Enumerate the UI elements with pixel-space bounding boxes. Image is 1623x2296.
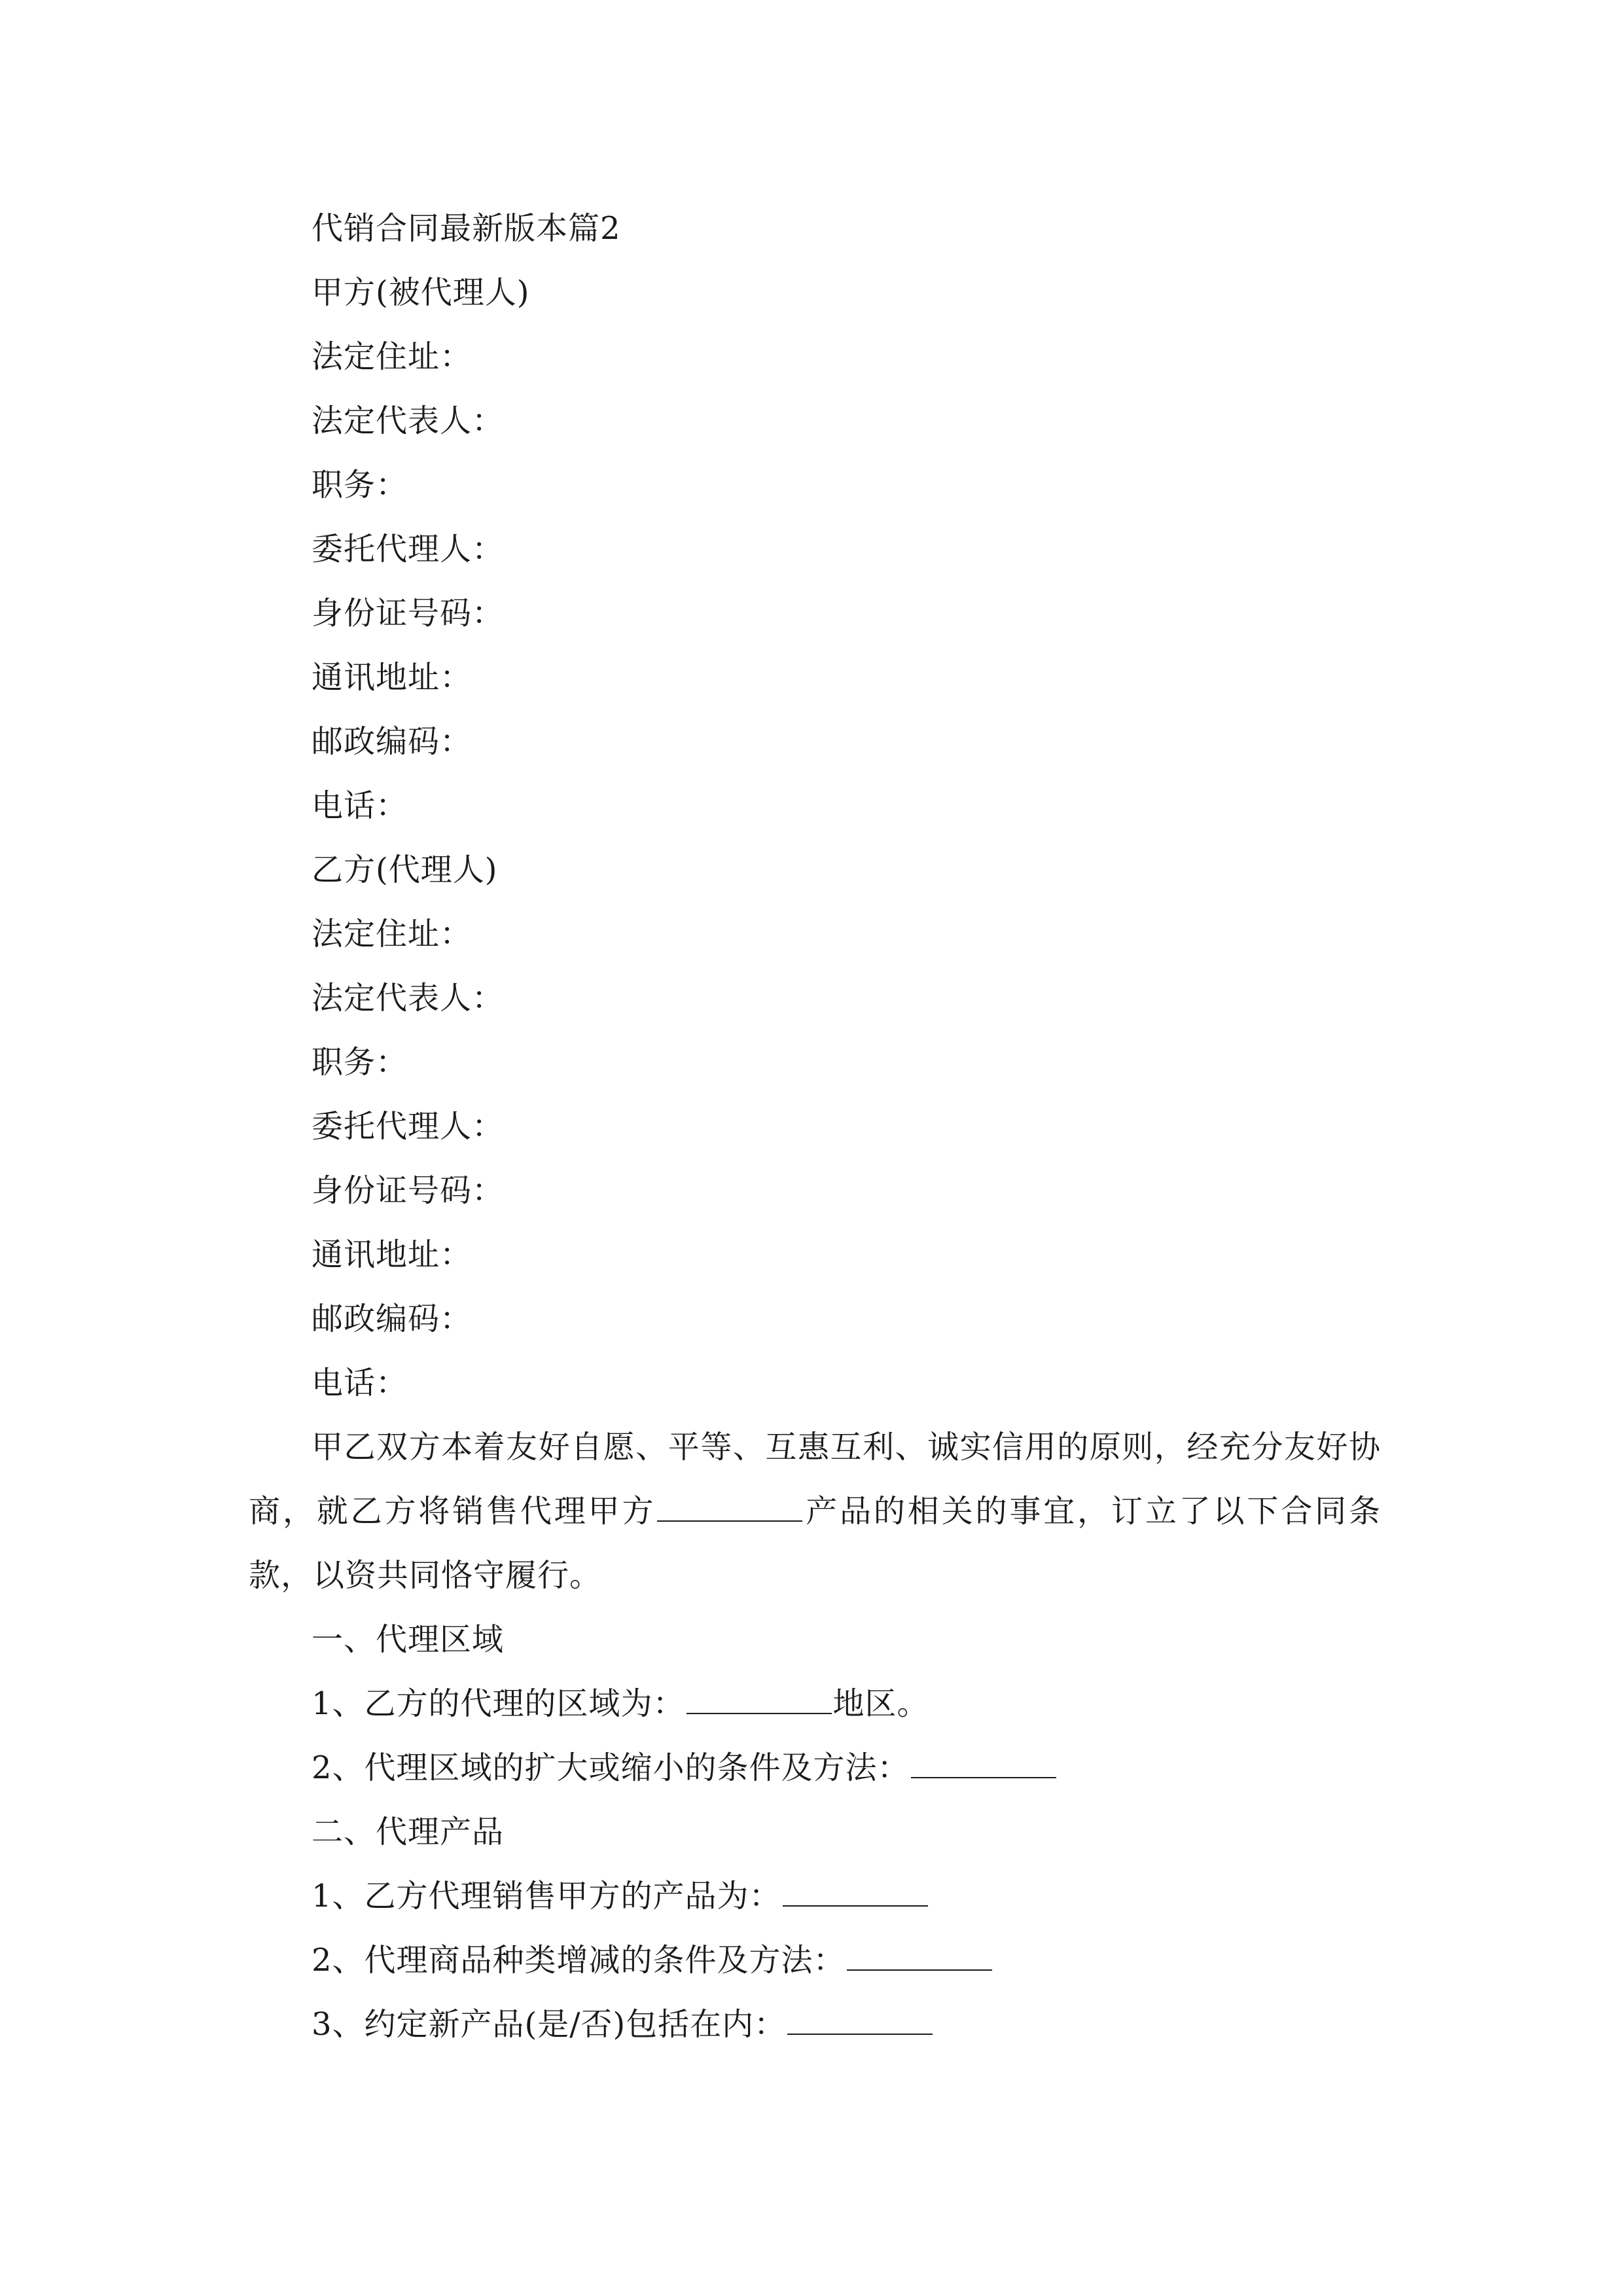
party-b-field: 职务： xyxy=(312,1044,408,1081)
clause-item xyxy=(249,1736,1381,1800)
party-a-field: 委托代理人： xyxy=(312,531,505,567)
party-a-heading: 甲方(被代理人) xyxy=(312,274,530,311)
clause-text: 3、约定新产品(是/否)包括在内： xyxy=(312,2006,787,2043)
party-b-field: 法定住址： xyxy=(312,916,473,952)
party-a-field: 法定代表人： xyxy=(312,403,505,439)
party-b-field: 委托代理人： xyxy=(312,1108,505,1145)
party-b-field: 通讯地址： xyxy=(312,1236,473,1273)
document-title: 代销合同最新版本篇2 xyxy=(312,210,621,247)
intro-text-part1: 甲乙双方本着友好自愿、平等、互惠互利、诚实信用的原则，经充分友好协商，就乙方将销售代理甲方 xyxy=(249,1429,1381,1530)
clause-text: 2、代理区域的扩大或缩小的条件及方法： xyxy=(312,1749,910,1786)
clause-item xyxy=(249,1992,1381,2056)
clause-item xyxy=(249,1864,1381,1928)
fill-blank-line xyxy=(657,1518,802,1522)
fill-blank-line xyxy=(787,2031,933,2035)
party-b-field: 身份证号码： xyxy=(312,1172,505,1209)
clause-text: 1、乙方的代理的区域为： xyxy=(312,1685,685,1722)
fill-blank-line xyxy=(911,1774,1056,1778)
party-a-field: 职务： xyxy=(312,467,408,503)
document-body xyxy=(249,196,1381,2056)
intro-paragraph xyxy=(249,1415,1381,1607)
party-b-field: 法定代表人： xyxy=(312,980,505,1016)
party-a-field: 法定住址： xyxy=(312,338,473,375)
clause-text: 地区。 xyxy=(832,1685,929,1722)
clause-item xyxy=(249,1928,1381,1992)
intro-text-part2: 产品的相关的事宜，订立了以下合同条款，以资共同恪守履行。 xyxy=(249,1493,1381,1594)
party-a-field: 通讯地址： xyxy=(312,659,473,696)
party-b-heading: 乙方(代理人) xyxy=(312,852,498,888)
clause-item xyxy=(249,1672,1381,1736)
party-b-field: 电话： xyxy=(312,1365,408,1401)
fill-blank-line xyxy=(847,1967,992,1971)
party-a-field: 身份证号码： xyxy=(312,595,505,632)
clause-text: 1、乙方代理销售甲方的产品为： xyxy=(312,1878,781,1914)
fill-blank-line xyxy=(783,1903,928,1907)
party-b-field: 邮政编码： xyxy=(312,1300,473,1337)
section-heading: 二、代理产品 xyxy=(312,1814,505,1850)
section-heading: 一、代理区域 xyxy=(312,1621,505,1658)
fill-blank-line xyxy=(687,1710,832,1714)
clause-text: 2、代理商品种类增减的条件及方法： xyxy=(312,1942,846,1979)
party-a-field: 电话： xyxy=(312,787,408,824)
party-a-field: 邮政编码： xyxy=(312,723,473,760)
